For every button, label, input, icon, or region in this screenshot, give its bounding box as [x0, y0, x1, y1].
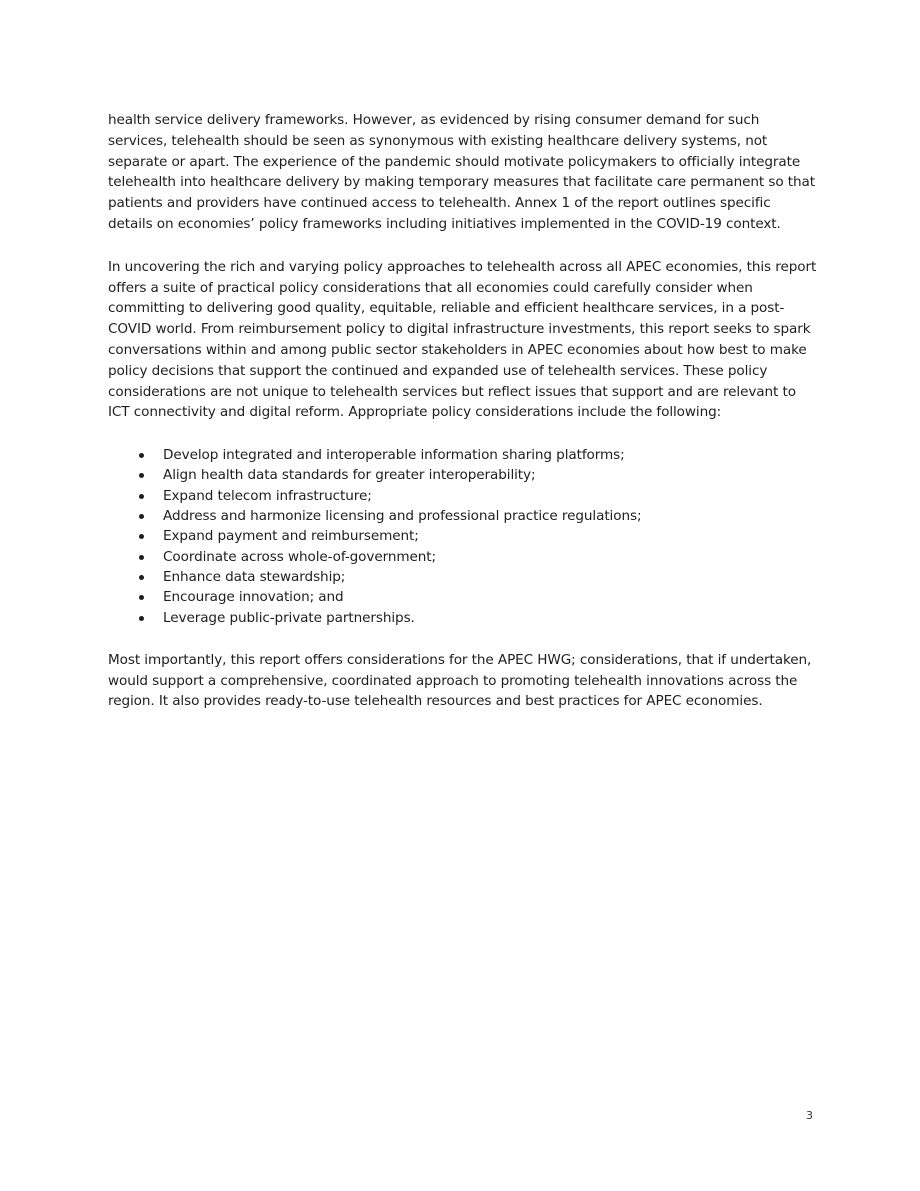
- document-body: [108, 110, 818, 734]
- bullet-icon: [139, 555, 144, 560]
- bullet-icon: [139, 595, 144, 600]
- policy-considerations-list: [108, 445, 818, 628]
- bullet-icon: [139, 534, 144, 539]
- list-item-text: Align health data standards for greater interoperability;: [163, 467, 536, 484]
- list-item-text: Expand payment and reimbursement;: [163, 528, 419, 545]
- paragraph-conclusion: Most importantly, this report offers considerations for the APEC HWG; considerations, that if undertaken, would support a comprehensive, coordinated approach to promoting telehealth innovations across the region. It also provides ready-to-use telehealth resources and best practices for APEC economies.: [108, 651, 812, 710]
- list-item-text: Develop integrated and interoperable information sharing platforms;: [163, 447, 625, 464]
- bullet-icon: [139, 494, 144, 499]
- paragraph-frameworks: health service delivery frameworks. However, as evidenced by rising consumer demand for such services, telehealth should be seen as synonymous with existing healthcare delivery systems, not separate or apart. The experience of the pandemic should motivate policymakers to officially integrate telehealth into healthcare delivery by making temporary measures that facilitate care permanent so that patients and providers have continued access to telehealth. Annex 1 of the report outlines specific details on economies’ policy frameworks including initiatives implemented in the COVID-19 context.: [108, 112, 815, 232]
- paragraph-policy-approaches: In uncovering the rich and varying policy approaches to telehealth across all APEC economies, this report offers a suite of practical policy considerations that all economies could carefully consider when committing to delivering good quality, equitable, reliable and efficient healthcare services, in a post-COVID world. From reimbursement policy to digital infrastructure investments, this report seeks to spark conversations within and among public sector stakeholders in APEC economies about how best to make policy decisions that support the continued and expanded use of telehealth services. These policy considerations are not unique to telehealth services but reflect issues that support and are relevant to ICT connectivity and digital reform. Appropriate policy considerations include the following:: [108, 258, 817, 421]
- list-item: [108, 567, 818, 587]
- bullet-icon: [139, 575, 144, 580]
- list-item-text: Leverage public-private partnerships.: [163, 609, 415, 626]
- list-item-text: Address and harmonize licensing and professional practice regulations;: [163, 508, 642, 525]
- list-item-text: Encourage innovation; and: [163, 589, 344, 606]
- list-item: [108, 547, 818, 567]
- list-item: [108, 587, 818, 607]
- list-item-text: Expand telecom infrastructure;: [163, 487, 372, 504]
- page-number: 3: [806, 1109, 813, 1122]
- list-item: [108, 465, 818, 485]
- list-item: [108, 526, 818, 546]
- list-item: [108, 445, 818, 465]
- list-item: [108, 486, 818, 506]
- list-item: [108, 608, 818, 628]
- bullet-icon: [139, 473, 144, 478]
- list-item: [108, 506, 818, 526]
- bullet-icon: [139, 616, 144, 621]
- bullet-icon: [139, 514, 144, 519]
- list-item-text: Enhance data stewardship;: [163, 568, 346, 585]
- bullet-icon: [139, 453, 144, 458]
- list-item-text: Coordinate across whole-of-government;: [163, 548, 436, 565]
